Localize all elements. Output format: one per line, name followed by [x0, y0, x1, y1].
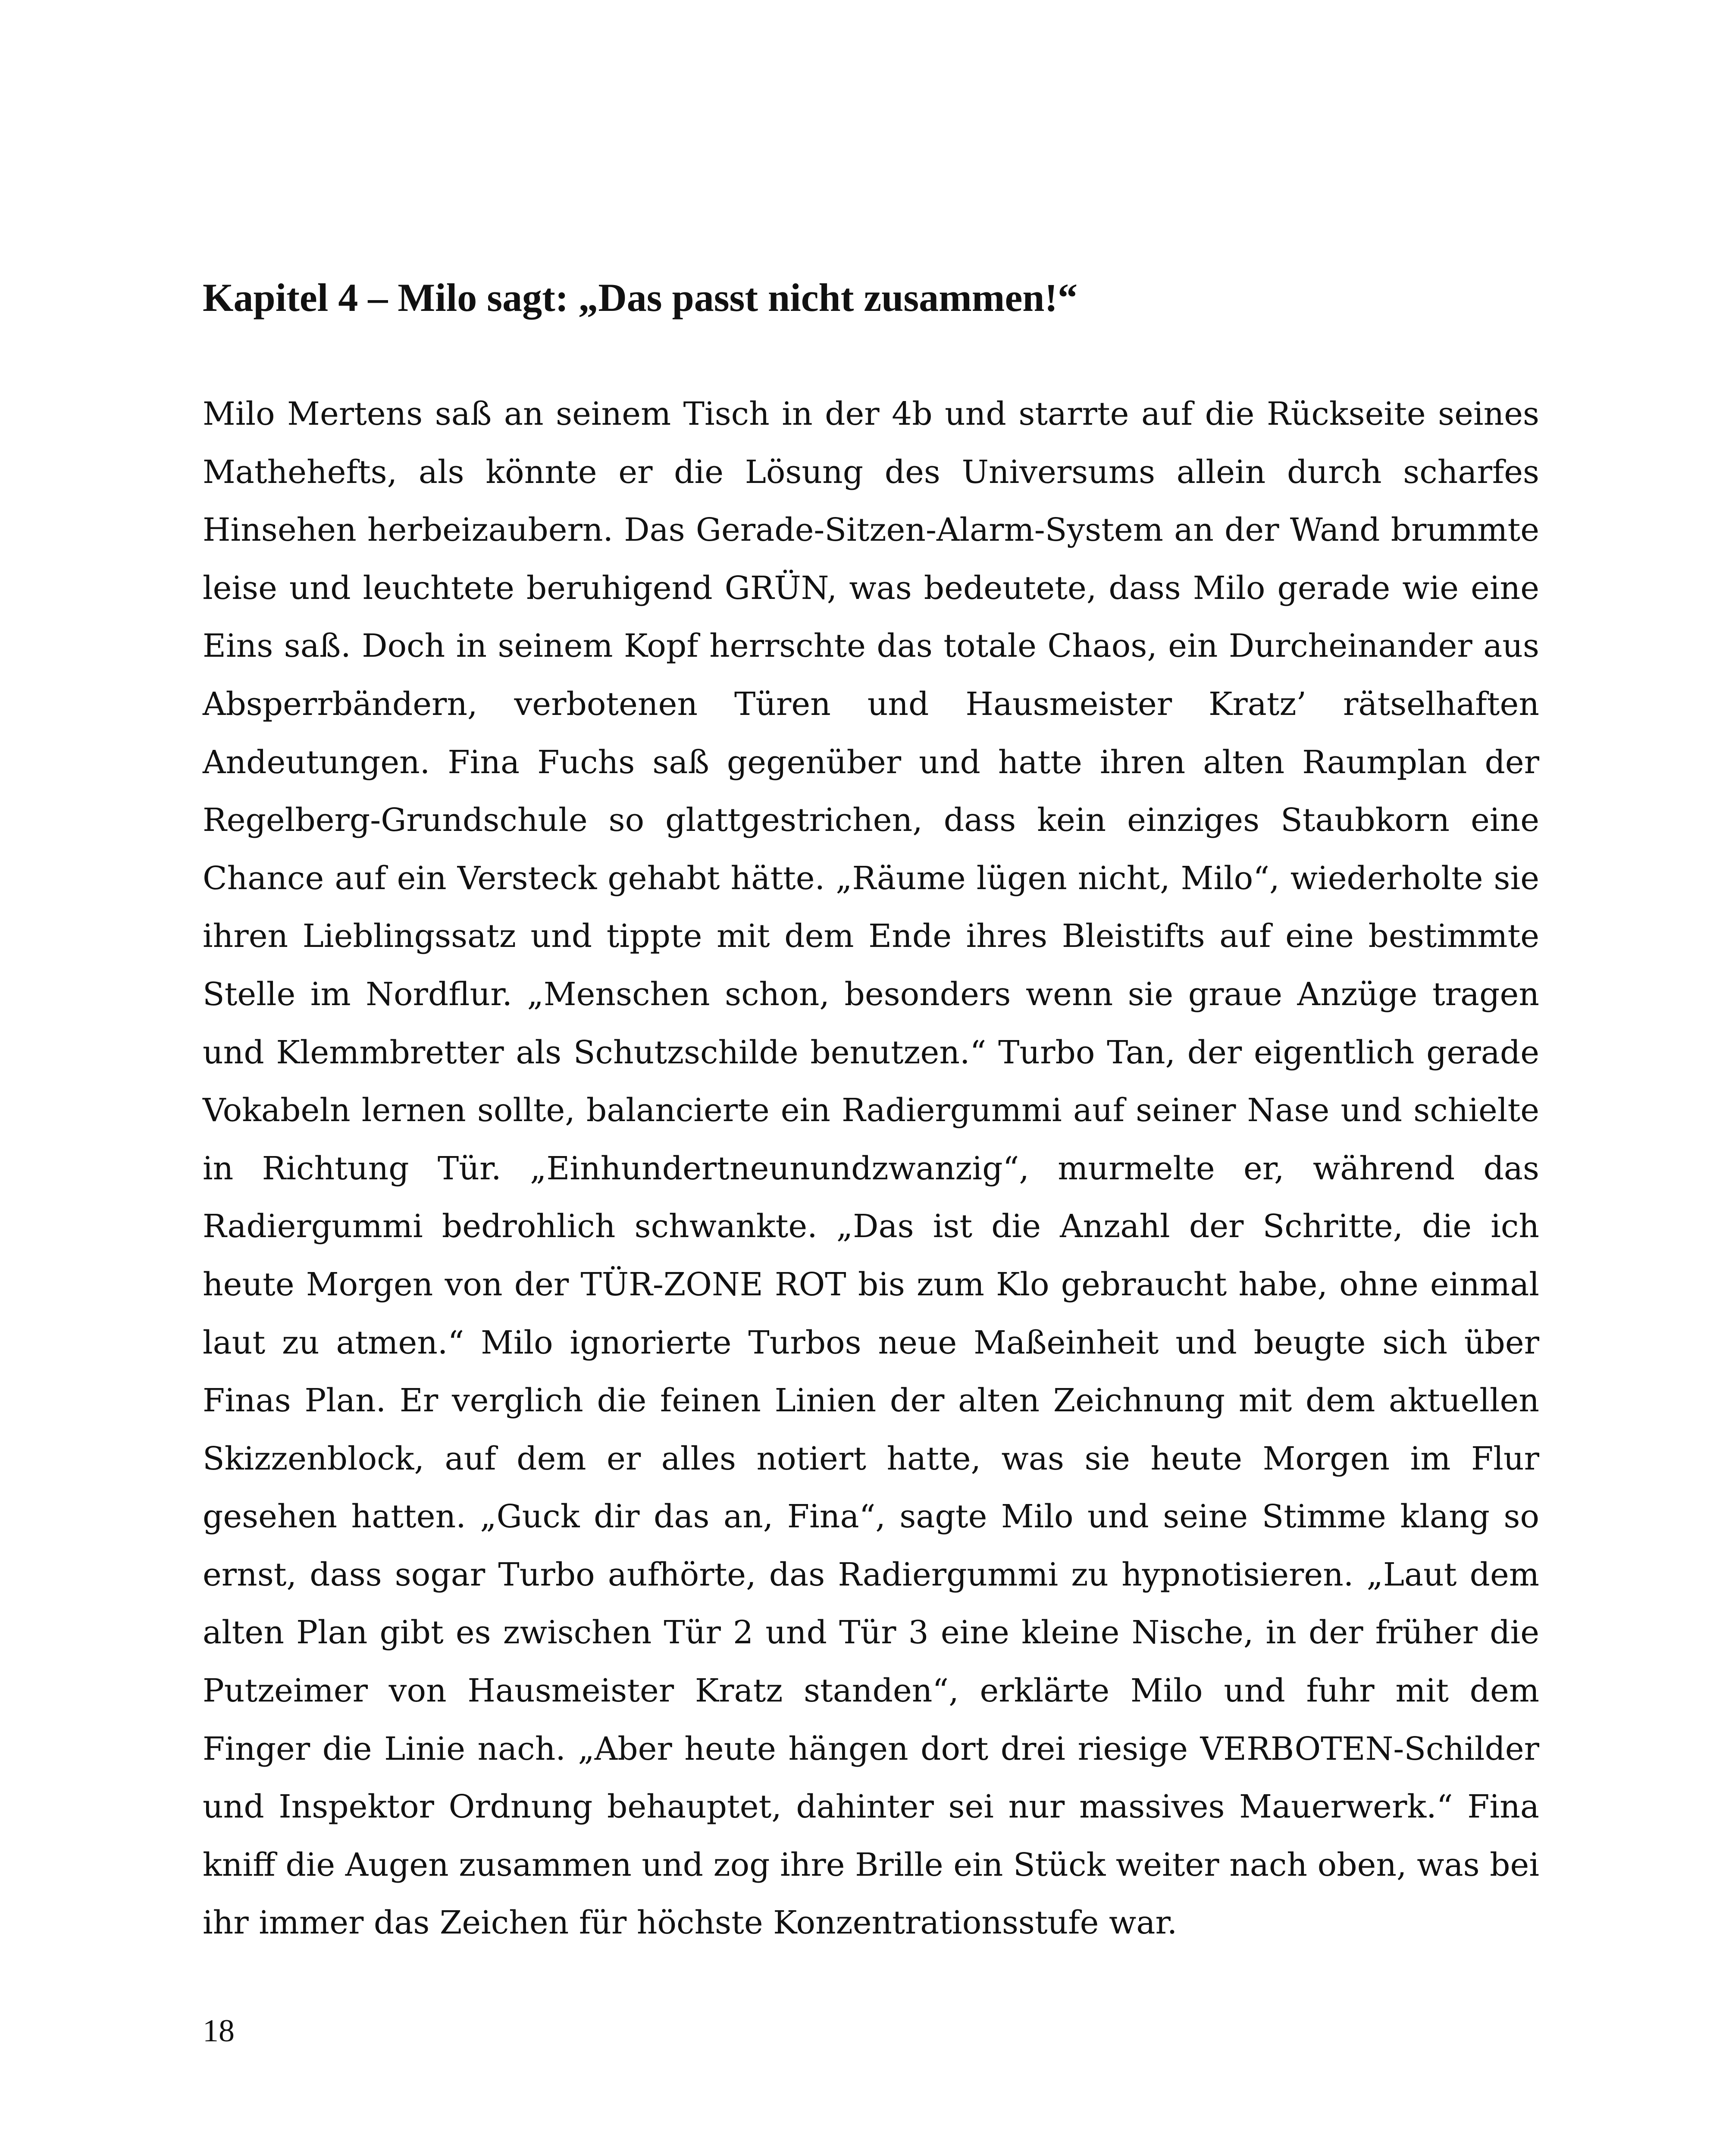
chapter-title: Kapitel 4 – Milo sagt: „Das passt nicht zusammen!“ — [203, 276, 1078, 320]
body-paragraph: Milo Mertens saß an seinem Tisch in der 4b und starrte auf die Rückseite seines Mathehefts, als könnte er die Lösung des Universums allein durch scharfes Hinsehen herbeizaubern. Das Gerade-Sitzen-Alarm-System an der Wand brummte leise und leuchtete beruhigend GRÜN, was bedeutete, dass Milo gerade wie eine Eins saß. Doch in seinem Kopf herrschte das totale Chaos, ein Durcheinander aus Absperrbändern, verbotenen Türen und Hausmeister Kratz’ rätselhaften Andeutungen. Fina Fuchs saß gegenüber und hatte ihren alten Raumplan der Regelberg-Grundschule so glattgestrichen, dass kein einziges Staubkorn eine Chance auf ein Versteck gehabt hätte. „Räume lügen nicht, Milo“, wiederholte sie ihren Lieblingssatz und tippte mit dem Ende ihres Bleistifts auf eine bestimmte Stelle im Nordflur. „Menschen schon, besonders wenn sie graue Anzüge tragen und Klemmbretter als Schutzschilde benutzen.“ Turbo Tan, der eigentlich gerade Vokabeln lernen sollte, balancierte ein Radiergummi auf seiner Nase und schielte in Richtung Tür. „Einhundertneunundzwanzig“, murmelte er, während das Radiergummi bedrohlich schwankte. „Das ist die Anzahl der Schritte, die ich heute Morgen von der TÜR-ZONE ROT bis zum Klo gebraucht habe, ohne einmal laut zu atmen.“ Milo ignorierte Turbos neue Maßeinheit und beugte sich über Finas Plan. Er verglich die feinen Linien der alten Zeichnung mit dem aktuellen Skizzenblock, auf dem er alles notiert hatte, was sie heute Morgen im Flur gesehen hatten. „Guck dir das an, Fina“, sagte Milo und seine Stimme klang so ernst, dass sogar Turbo aufhörte, das Radiergummi zu hypnotisieren. „Laut dem alten Plan gibt es zwischen Tür 2 und Tür 3 eine kleine Nische, in der früher die Putzeimer von Hausmeister Kratz standen“, erklärte Milo und fuhr mit dem Finger die Linie nach. „Aber heute hängen dort drei riesige VERBOTEN-Schilder und Inspektor Ordnung behauptet, dahinter sei nur massives Mauerwerk.“ Fina kniff die Augen zusammen und zog ihre Brille ein Stück weiter nach oben, was bei ihr immer das Zeichen für höchste Konzentrationsstufe war. — [203, 395, 1539, 1942]
page-number: 18 — [203, 2013, 235, 2049]
